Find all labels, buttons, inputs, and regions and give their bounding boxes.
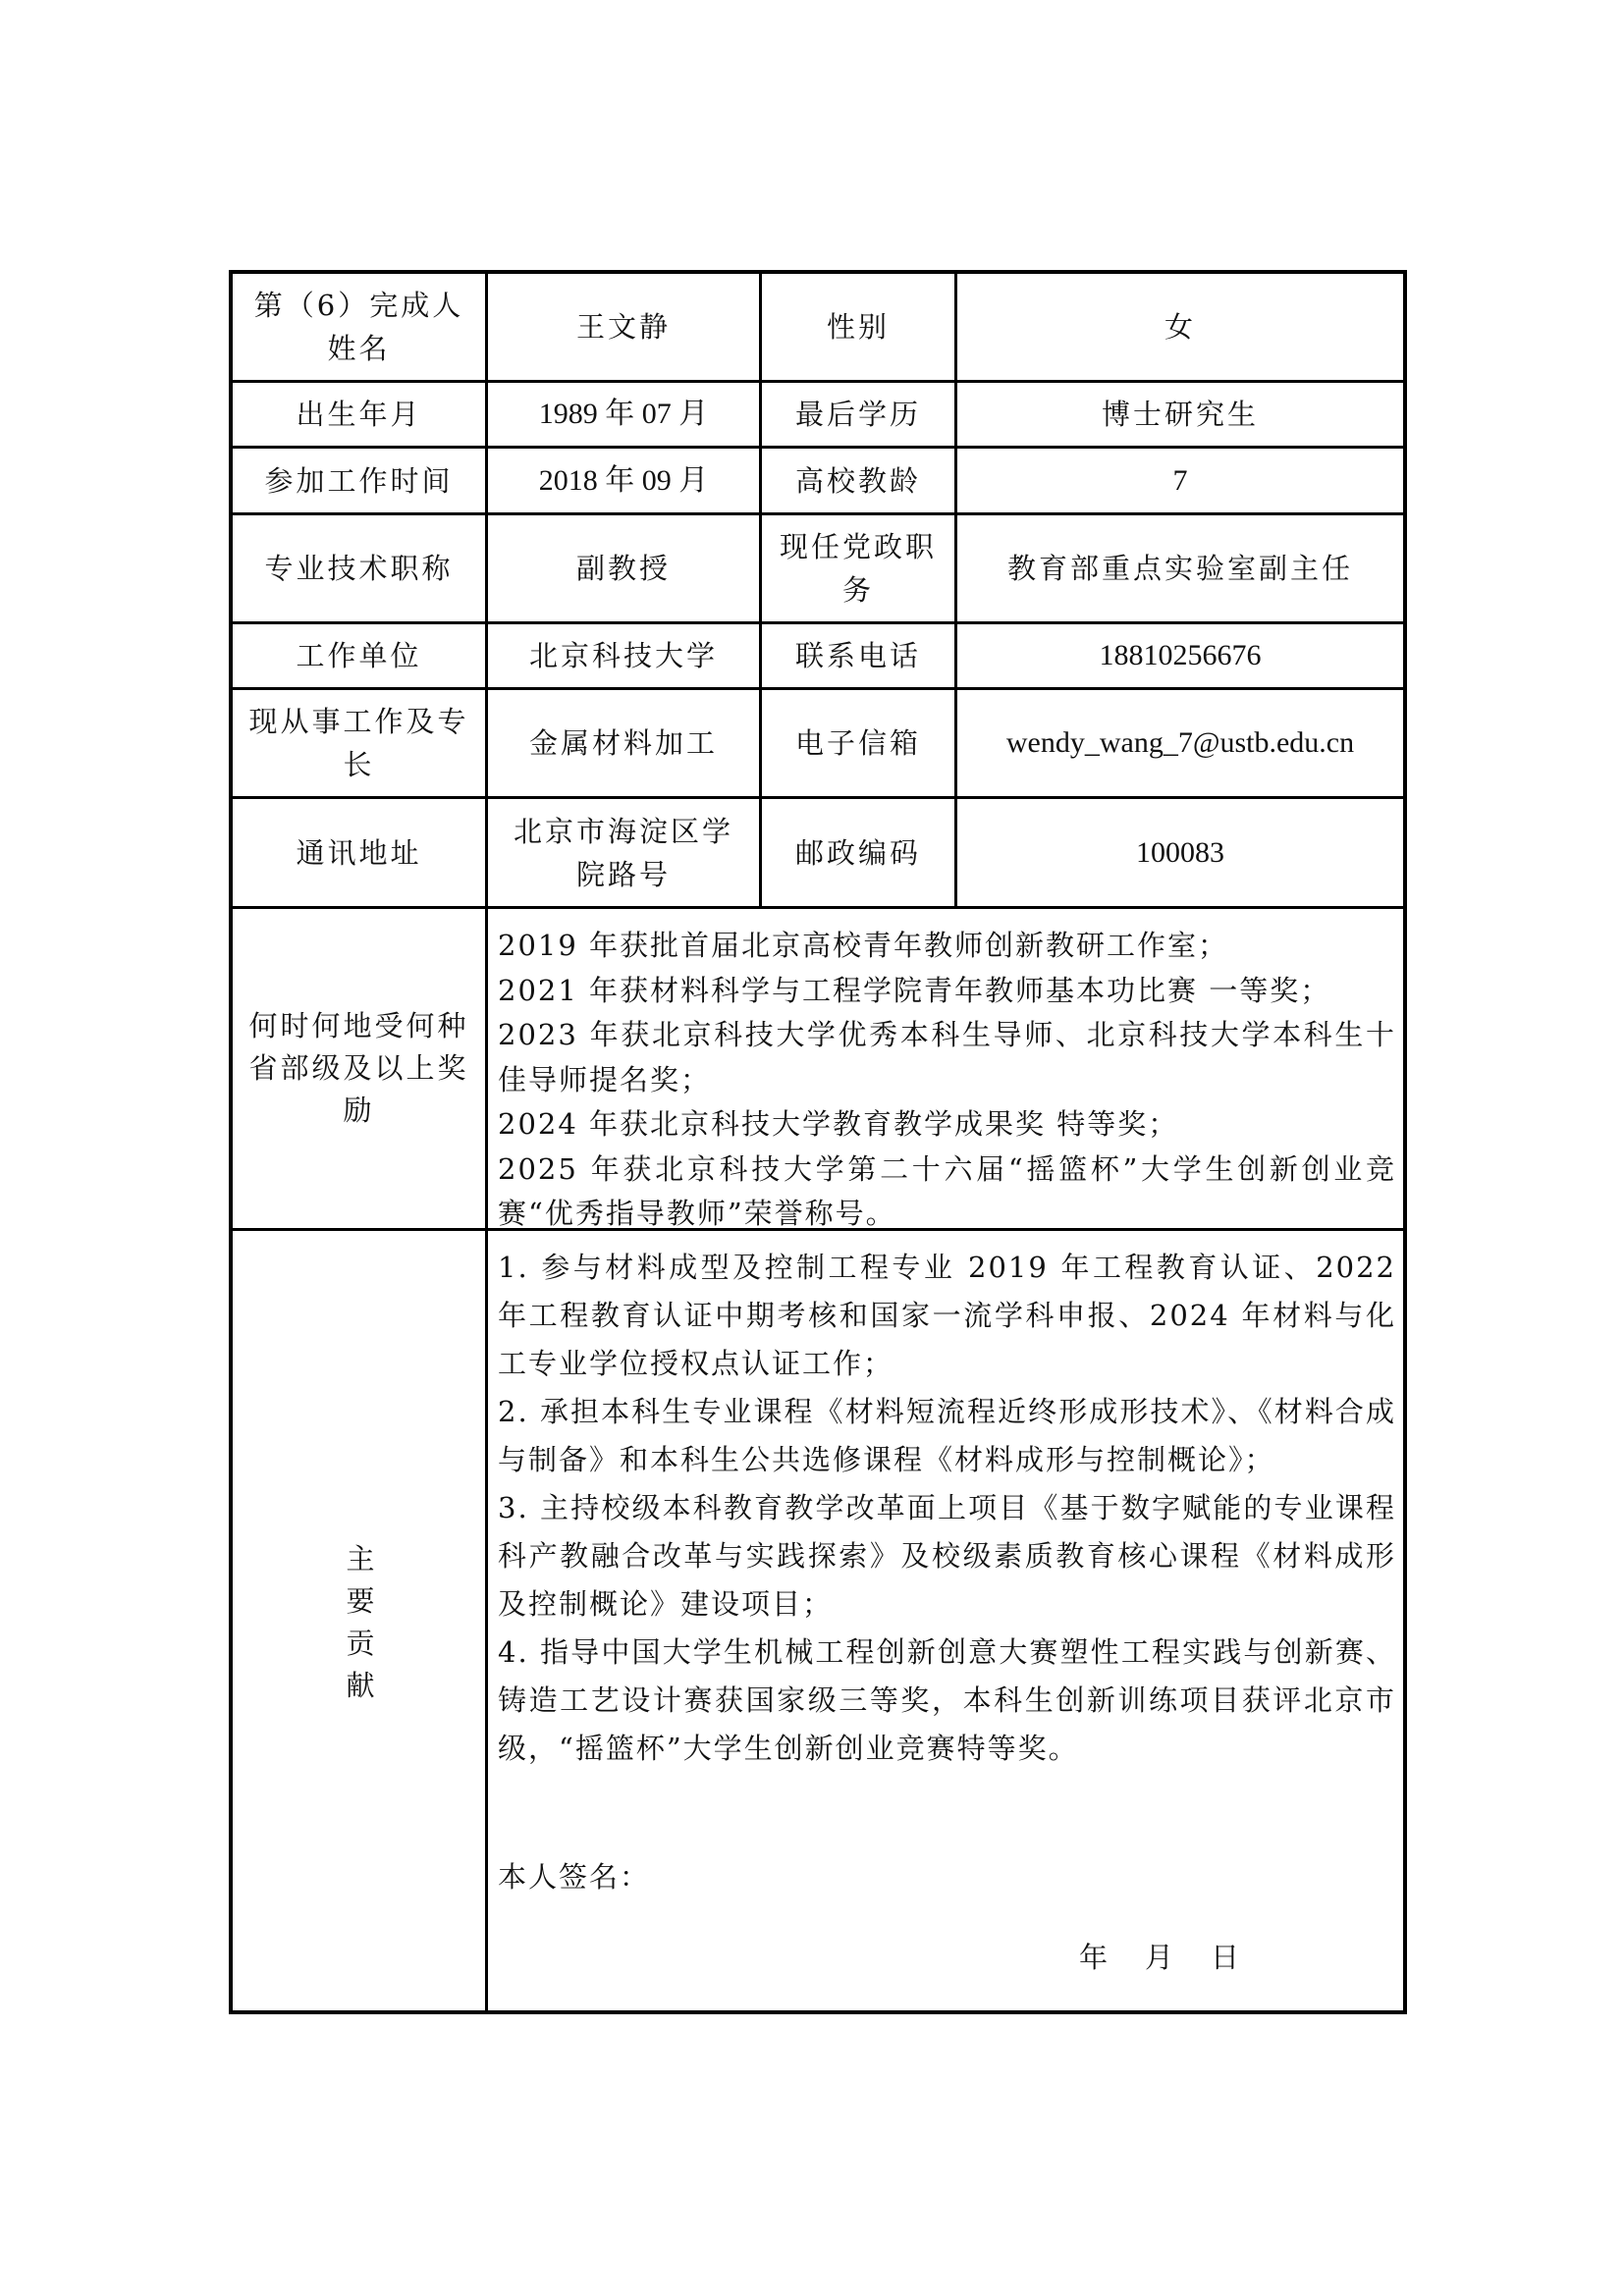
label-address: 通讯地址 <box>296 835 422 870</box>
signature-date <box>1079 1936 1239 1979</box>
value-address: 北京市海淀区学 院路号 <box>513 814 733 891</box>
label-work-start: 参加工作时间 <box>264 463 454 498</box>
award-item: 2023 年获北京科技大学优秀本科生导师、北京科技大学本科生十佳导师提名奖； <box>498 1018 1396 1096</box>
label-education: 最后学历 <box>794 398 921 431</box>
signature-label: 本人签名： <box>498 1860 651 1894</box>
label-phone: 联系电话 <box>794 639 921 672</box>
label-postcode: 邮政编码 <box>794 835 921 870</box>
award-item: 2021 年获材料科学与工程学院青年教师基本功比赛 一等奖； <box>498 973 1331 1007</box>
value-education: 博士研究生 <box>1101 398 1259 431</box>
contribution-item: 4. 指导中国大学生机械工程创新创意大赛塑性工程实践与创新赛、铸造工艺设计赛获国家级三等奖，本科生创新训练项目获评北京市级，“摇篮杯”大学生创新创业竞赛特等奖。 <box>498 1635 1396 1765</box>
value-specialty: 金属材料加工 <box>528 726 718 760</box>
label-birth: 出生年月 <box>296 398 422 431</box>
value-gender: 女 <box>1164 310 1196 344</box>
value-phone: 18810256676 <box>1099 639 1262 671</box>
award-item: 2025 年获北京科技大学第二十六届“摇篮杯”大学生创新创业竞赛“优秀指导教师”荣誉称号。 <box>498 1151 1396 1230</box>
label-char: 贡 <box>346 1627 375 1660</box>
date-month: 月 <box>1145 1941 1174 1974</box>
awards-list <box>498 924 1396 1237</box>
value-email: wendy_wang_7@ustb.edu.cn <box>1005 726 1355 759</box>
award-item: 2024 年获北京科技大学教育教学成果奖 特等奖； <box>498 1107 1179 1141</box>
date-day: 日 <box>1211 1941 1240 1974</box>
value-position: 教育部重点实验室副主任 <box>1006 552 1353 585</box>
award-item: 2019 年获批首届北京高校青年教师创新教研工作室； <box>498 929 1229 962</box>
label-char: 献 <box>346 1669 375 1702</box>
value-work-start: 2018 年 09 月 <box>538 463 709 497</box>
date-year: 年 <box>1079 1941 1109 1974</box>
label-gender: 性别 <box>826 310 890 344</box>
value-title: 副教授 <box>575 552 671 585</box>
label-title: 专业技术职称 <box>264 552 454 585</box>
label-position: 现任党政职 务 <box>779 530 937 607</box>
label-teaching-years: 高校教龄 <box>794 463 921 498</box>
label-email: 电子信箱 <box>794 726 921 760</box>
label-employer: 工作单位 <box>296 639 422 672</box>
label-char: 主 <box>346 1542 375 1575</box>
contributions-list <box>498 1244 1396 1773</box>
contribution-item: 2. 承担本科生专业课程《材料短流程近终形成形技术》、《材料合成与制备》和本科生公共选修课程《材料成形与控制概论》； <box>498 1395 1396 1476</box>
value-birth: 1989 年 07 月 <box>538 398 709 430</box>
contribution-item: 3. 主持校级本科教育教学改革面上项目《基于数字赋能的专业课程科产教融合改革与实践探索》及校级素质教育核心课程《材料成形及控制概论》建设项目； <box>498 1491 1396 1621</box>
contribution-item: 1. 参与材料成型及控制工程专业 2019 年工程教育认证、2022 年工程教育认证中期考核和国家一流学科申报、2024 年材料与化工专业学位授权点认证工作； <box>498 1251 1396 1380</box>
label-specialty: 现从事工作及专 长 <box>248 705 469 781</box>
nomination-form-table <box>229 270 1407 2014</box>
label-main-contributions <box>233 1538 488 1707</box>
label-awards: 何时何地受何种 省部级及以上奖 励 <box>248 1009 469 1127</box>
value-teaching-years: 7 <box>1172 463 1188 497</box>
value-name: 王文静 <box>575 310 671 344</box>
label-char: 要 <box>346 1584 375 1618</box>
label-finisher-name: 第（6）完成人 姓名 <box>253 289 464 365</box>
value-employer: 北京科技大学 <box>528 639 718 672</box>
value-postcode: 100083 <box>1136 835 1224 869</box>
